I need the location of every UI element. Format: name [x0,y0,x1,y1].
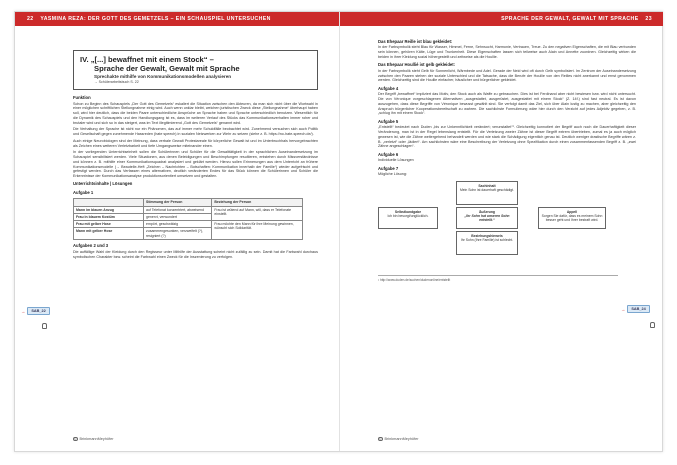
aeusserung-label: Äußerung [478,209,495,214]
table-header-cell: Beziehung der Person [212,199,303,206]
appell-text: Sorgen Sie dafür, dass es meinem Sohn besser geht und Ihrer bestraft wird. [541,213,603,222]
section-heading-loesungen: Unterrichtsinhalte | Lösungen [73,181,133,187]
table-header-cell [74,199,144,206]
houllie-heading: Das Ehepaar Houllié ist gelb gekleidet: [378,62,456,67]
sab24-link[interactable] [621,305,650,313]
arrow-right-icon: → [21,308,26,314]
funktion-heading: Funktion [73,94,91,100]
right-header-title: SPRACHE DER GEWALT, GEWALT MIT SPRACHE [501,16,639,22]
table-cell: genervt, verwundert [144,213,212,220]
table-header-row [74,199,303,206]
left-page-number: 22 [27,16,34,22]
table-cell: Frau ist wütend auf Mann, will, dass er Telefonate einstellt. [212,206,303,221]
chapter-subtitle: Sprechakte mithilfe von Kommunikationsmodellen analysieren [94,74,232,79]
left-running-header [15,12,339,26]
table-cell: Frau in blauem Kostüm [74,213,144,220]
beziehung-box [456,231,518,255]
selbstkundgabe-box [378,207,438,229]
aufgabe6-text: Individuelle Lösungen [378,158,414,163]
funktion-paragraph-1: Schon zu Beginn des Schauspiels „Der Gott des Gemetzels“ eskaliert die Situation zwischen den Akteuren, da man sich nicht über die Wortwahl in einer möglichen schriftlichen Stellungnahme einig wird. Auch wenn unklar bleibt, welchen juristischen Zweck diese „Stellungnahme“ überhaupt haben soll, wird hier deutlich, dass die beiden Paare unterschiedliche Ansprüche an Sprache haben und Sprache unterschiedlich benutzen. Wesentlich für die Dynamik des Schauspiels und den Handlungsgang ist es, dass im weiteren Verlauf des Stücks das Kommunikationsverhalten immer roher und brutaler wird und sich so in das steigert, was im Text illegitimierend „Gott des Gemetzels“ genannt wird. [73,101,318,125]
aufgabe5-heading: Aufgabe 5 [378,118,399,124]
left-content [73,50,318,261]
table-row [74,206,303,213]
aufgabe6-heading: Aufgabe 6 [378,151,399,157]
table-header-cell: Stimmung der Person [144,199,212,206]
right-running-header [340,12,663,26]
beziehung-label: Beziehungshinweis [471,233,503,238]
chapter-title-line1: IV. „[...] bewaffnet mit einem Stock“ – [80,55,214,64]
reille-heading: Das Ehepaar Reille ist blau gekleidet: [378,38,453,44]
sab24-link-label: SAB_24 [627,305,649,313]
aufgabe4-text: Der Begriff „bewaffnet“ impliziert das Motiv, den Stock auch als Waffe zu gebrauchen. Dies ist bei Ferdinand aber nicht bewiesen bzw. wird nicht untersucht. Die von Véronique vorgeschlagenen Alternativen „ausgestattet, ausgerüstet, ausgestattet mit einem Stock“ (Z. 14f.) sind fast neutral. Es ist davon auszugehen, dass diese Begriffe von Véronique bewusst gewählt sind. Sie verfolgt damit das Ziel, sich über Alain lustig zu machen, aber gleichzeitig den Anspruch bürgerlicher Kooperationsbereitschaft zu wahren. Die sachlichste Formulierung wäre hier durch den Verzicht auf jedes Adjektiv gegeben, z. B. „schlug ihn mit einem Stock“. [378,92,636,116]
aufgabe23-heading: Aufgaben 2 und 3 [73,243,109,249]
selbstkundgabe-text: Ich bin besorgt/unglücklich. [387,213,429,218]
left-page [15,12,339,451]
copyright-icon: © [379,436,382,441]
table-cell: Mann mit gelber Hose [74,228,144,240]
book-spread [14,11,663,452]
table-cell: empört, geschwätzig [144,221,212,228]
sachinhalt-box [456,181,518,205]
aufgabe7-subtitle: Mögliche Lösung: [378,172,407,177]
beziehung-text: Ihr Sohn (Ihre Familie) ist schlecht. [460,237,514,242]
communication-square-diagram [378,181,610,261]
funktion-paragraph-4: In der vorliegenden Unterrichtseinheit sollen die Schülerinnen und Schüler für die Gewalttätigkeit in der sprachlichen Auseinandersetzung im Schauspiel sensibilisiert werden. Viele Situationen, aus denen Beleidigungen und Beschimpfungen resultieren, entstehen durch Missverständnisse und können z. B. mithilfe einer Kommunikationsquadrat analysiert und geklärt werden. Hierzu sollen Erinnerungen aus dem Unterricht an frühere Kommunikationsmodelle (→ Beautelle-Heft „Zeichen – Nachrichten – Botschaften: Kommunikation innerhalb der Familie“) wieder aufgefrischt und gefestigt werden. Durch das Verfassen eines alternativen, deutlich veränderten Endes für das Stück können die Schülerinnen und Schüler die Erkenntnisse der Kommunikationsanalyse produktionsorientiert umsetzen und gestalten. [73,150,318,178]
table-cell: Frau möchte den Mann für ihre Meinung gewinnen, wünscht sich Solidarität. [212,221,303,240]
left-footer-text: BrinkmannMeyhöfer [79,436,114,441]
sachinhalt-text: Mein Sohn ist dauerhaft geschädigt. [459,187,515,192]
funktion-paragraph-3: Auch einige Neurobiologen sind der Meinung, dass verbale Gewalt Protestareale für körperliche Gewalt ist und im Unterbruchhals hervorgebrachten als Zeichen eines weiteren Verletzbarkeit und tiefe Umgangsweise miteinander einen. [73,138,318,148]
table-cell: Frau mit gelber Hose [74,221,144,228]
footnote: ¹ http://www.duden.de/suchen/dudenonline/entstellt [378,275,618,282]
table-cell: zusammengesunken, verzweifelt (?), resigniert (?) [144,228,212,240]
aufgabe5-text: „Entstellt“ bedeutet nach Duden „bis zur Unkenntlichkeit verändert; verunstaltet“¹. Gleichzeitig konnotiert der Begriff auch noch die Dauerhaftigkeit dieser Veränderung, man ist in der Regel lebenslang entstellt. Für die Verletzung zweier Zähne ist dieser Begriff extrem übertrieben, zumal es ja auch möglich gewesen ist, wie die Zähne weitergehend behandelt werden und wie stark die Schädigung eigentlich genau ist. Deutlich weniger drastische Begriffe wären z. B. „verletzt“ oder „lädiert“. Am sachlichsten wäre eine Beschreibung der Verletzung ohne Spezifikation durch einen zusammenfassenden Begriff z. B. „zwei Zähne angeschlagen“. [378,125,636,149]
copyright-icon: © [74,436,77,441]
aufgabe1-table [73,198,303,240]
appell-label: Appell [566,209,578,214]
selbstkundgabe-label: Selbstkundgabe [394,209,422,214]
hand-pointer-icon [650,315,655,333]
right-content [378,36,636,282]
left-header-title: YASMINA REZA: DER GOTT DES GEMETZELS – EIN SCHAUSPIEL UNTERSUCHEN [40,16,271,22]
funktion-paragraph-2: Die Verhaltung der Sprache ist nicht nur ein Phänomen, das auf immer mehr Schuldfälle beobachtet wird. Zunehmend versuchen sich auch Politik und Gesellschaft gegen zunehmende Hassreden (hate speech) in sozialen Netzwerken zur Wehr zu setzen (siehe z. B. https://no-hate-speech.de/). [73,127,318,136]
chapter-title-box [73,50,318,90]
aeusserung-text: „Ihr Sohn hat unseren Sohn entstellt.“ [464,213,510,222]
table-row [74,221,303,228]
workbook-reference: → Schülerarbeitsbuch S. 22 [94,80,139,84]
aufgabe7-heading: Aufgabe 7 [378,165,399,171]
right-footer-text: BrinkmannMeyhöfer [384,436,419,441]
right-page-number: 23 [645,16,652,22]
aufgabe23-text: Die auffällige Wahl der Kleidung durch den Regisseur unter Mithilfe der Ausstattung scheint nicht zufällig zu sein. Damit hat die Farbwahl durchaus symbolischen Charakter bzw. scheint die Farbwahl einen Zweck für die Inszenierung zu verfolgen. [73,249,318,259]
table-cell: Mann im blauen Anzug [74,206,144,213]
aufgabe1-heading: Aufgabe 1 [73,189,94,195]
left-footer [73,437,113,442]
right-footer [378,437,418,442]
aeusserung-box [456,207,518,229]
chapter-title-line2: Sprache der Gewalt, Gewalt mit Sprache [94,64,240,73]
reille-paragraph: In der Farbsymbolik steht Blau für Wasser, Himmel, Ferne, Sehnsucht, Harmonie, Vertrauen, Treue. Zu den negativen Eigenschaften, die mit Blau verbunden sein können, gehören Kälte, Lüge und Trunkenheit. Diese Eigenschaften lassen sich teilweise auch Alain und Annette zuordnen. Gleichzeitig wirken die beiden in ihrer Kleidung sozial höhergestellt und zeitweise als die Houllie. [378,45,636,59]
appell-box [538,207,606,229]
right-page [339,12,663,451]
aufgabe4-heading: Aufgabe 4 [378,85,399,91]
sab22-link-label: SAB_22 [27,307,49,315]
table-cell: auf Telefonat konzentriert, abweisend [144,206,212,213]
houllie-paragraph: In der Farbsymbolik steht Gelb für Sonnenlicht, Wärmbede und Adel. Gerade der Neid wird oft durch Gelb symbolisiert. Im Zentrum der Auseinandersetzung zwischen den Paaren stehen der soziale Unterschied und die Tatsache, dass die Berufe der Houllie von den Reilles nicht anerkannt und ernst genommen werden. Gleichzeitig sind die Houllie einfacher, häuslicher und bürgerlicher gekleidet. [378,68,636,83]
hand-pointer-icon [42,316,47,334]
arrow-right-icon: → [621,306,626,312]
sab22-link[interactable] [21,307,50,315]
sachinhalt-label: Sachinhalt [478,183,496,188]
